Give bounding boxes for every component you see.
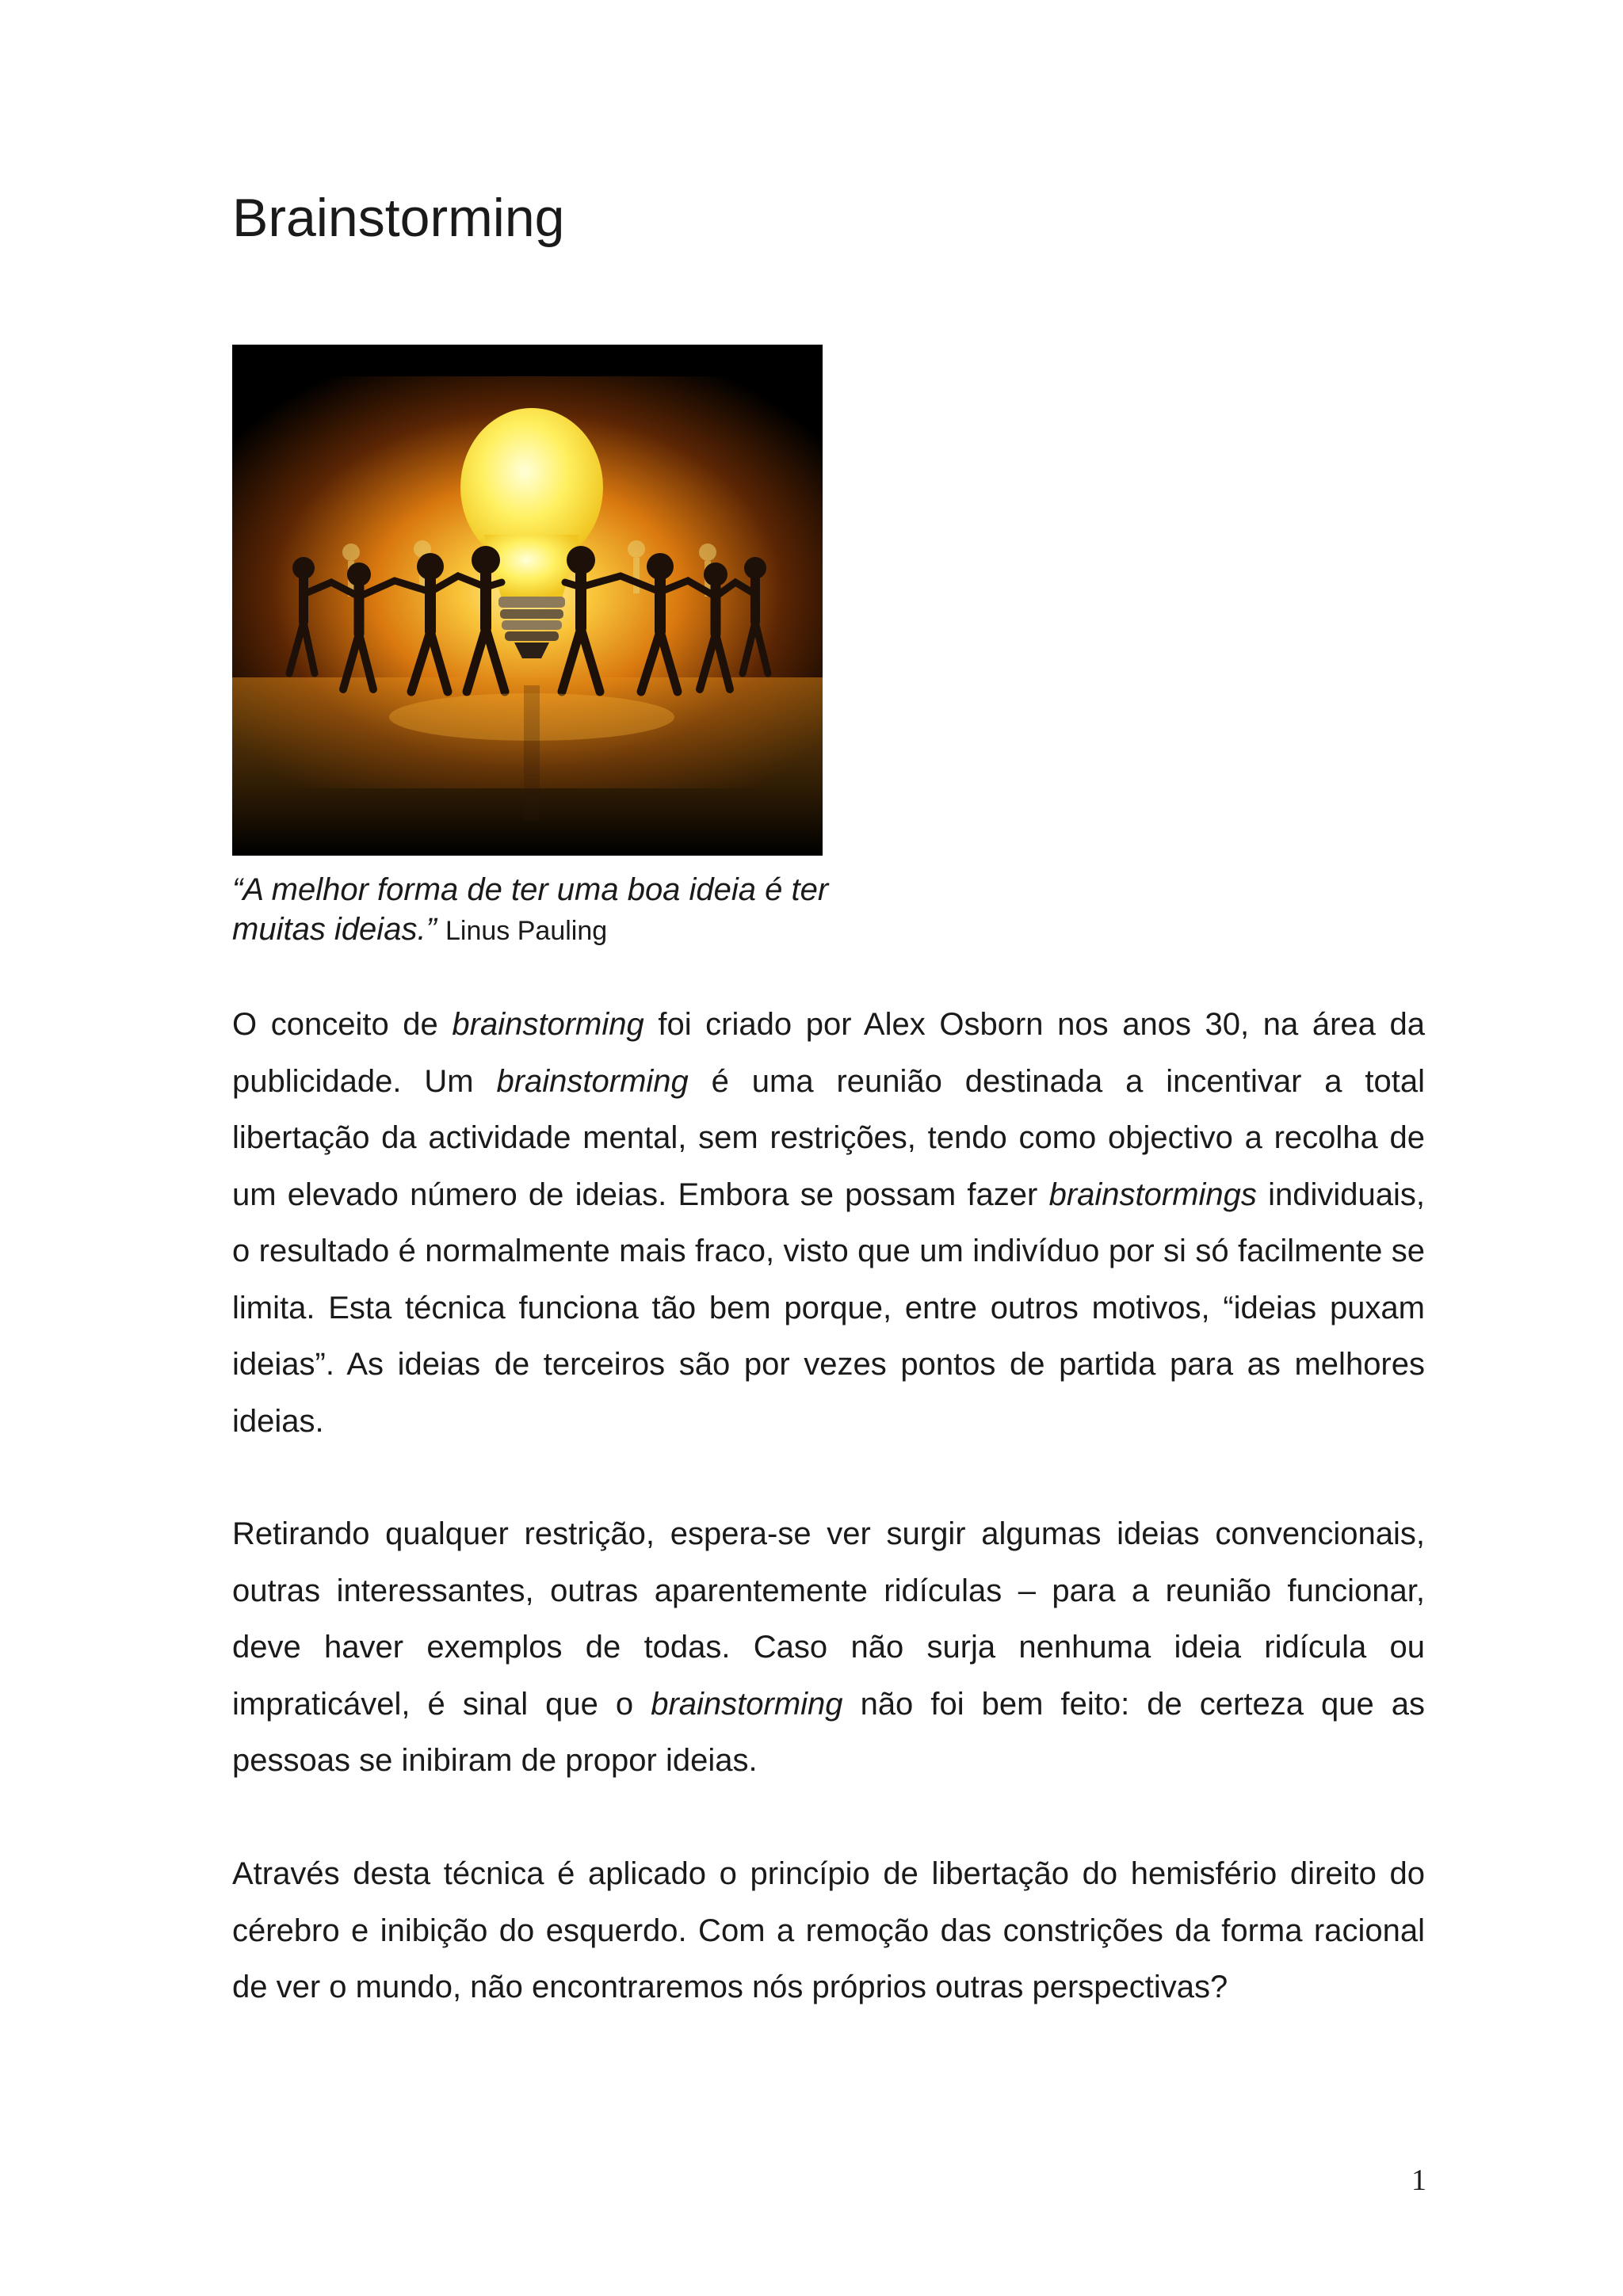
text-run: é uma reunião destinada a incentivar a total libertação da actividade mental, sem restrições, tendo como objectivo a recolha de um elevado número de ideias. Embora se possam fazer: [232, 1063, 1425, 1212]
italic-term: brainstormings: [1048, 1177, 1257, 1212]
italic-term: brainstorming: [452, 1007, 644, 1042]
quote-caption: [232, 870, 834, 951]
text-run: Retirando qualquer restrição, espera-se ver surgir algumas ideias convencionais, outras interessantes, outras aparentemente ridículas – para a reunião funcionar, deve haver exemplos de todas. Caso não surja nenhuma ideia ridícula ou impraticável, é sinal que o: [232, 1516, 1425, 1722]
quote-author: Linus Pauling: [445, 916, 608, 946]
text-run: individuais, o resultado é normalmente mais fraco, visto que um indivíduo por si só facilmente se limita. Esta técnica funciona tão bem porque, entre outros motivos, “ideias puxam ideias”. As ideias de terceiros são por vezes pontos de partida para as melhores ideias.: [232, 1177, 1426, 1439]
text-run: não foi bem feito: de certeza que as pessoas se inibiram de propor ideias.: [232, 1686, 1425, 1778]
text-run: O conceito de: [232, 1007, 453, 1042]
italic-term: brainstorming: [651, 1686, 843, 1722]
paragraph-2: [232, 1506, 1425, 1790]
text-run: foi criado por Alex Osborn nos anos 30, na área da publicidade. Um: [232, 1007, 1426, 1099]
page-title: Brainstorming: [232, 188, 565, 248]
lightbulb-people-circle-icon: [232, 345, 823, 856]
quote-text: “A melhor forma de ter uma boa ideia é ter muitas ideias.”: [232, 872, 829, 947]
page-number: 1: [1411, 2164, 1426, 2197]
illustration-image: [232, 345, 823, 856]
paragraph-3: [232, 1846, 1425, 2016]
text-run: Através desta técnica é aplicado o princípio de libertação do hemisfério direito do cérebro e inibição do esquerdo. Com a remoção das constrições da forma racional de ver o mundo, não encontraremos nós próprios outras perspectivas?: [232, 1856, 1425, 2004]
paragraph-1: [232, 997, 1425, 1450]
italic-term: brainstorming: [496, 1063, 689, 1099]
